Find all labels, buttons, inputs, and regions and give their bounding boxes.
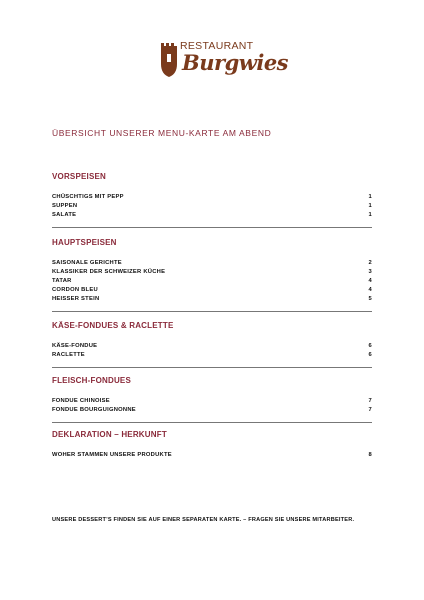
divider [52,311,372,312]
section-hauptspeisen [52,238,372,312]
list-item: TATAR 4 [52,277,372,284]
section-heading: KÄSE-FONDUES & RACLETTE [52,321,174,330]
section-heading: FLEISCH-FONDUES [52,376,131,385]
logo-restaurant-word: RESTAURANT [180,40,254,52]
section-kaese-fondues [52,321,372,368]
list-item: WOHER STAMMEN UNSERE PRODUKTE 8 [52,451,372,458]
section-deklaration [52,430,372,459]
divider [52,227,372,228]
list-item: HEISSER STEIN 5 [52,295,372,302]
section-heading: VORSPEISEN [52,172,107,181]
section-heading: HAUPTSPEISEN [52,238,117,247]
list-item: FONDUE BOURGUIGNONNE 7 [52,406,372,413]
list-item: RACLETTE 6 [52,351,372,358]
list-item: KLASSIKER DER SCHWEIZER KÜCHE 3 [52,268,372,275]
restaurant-logo [160,38,289,82]
divider [52,367,372,368]
list-item: CHÜSCHTIGS MIT PEPP 1 [52,193,372,200]
page-title: ÜBERSICHT UNSERER MENU-KARTE AM ABEND [52,128,272,138]
section-fleisch-fondues [52,376,372,423]
section-vorspeisen [52,172,372,228]
logo-brand-name: Burgwies [182,50,289,75]
divider [52,422,372,423]
list-item: SALATE 1 [52,211,372,218]
list-item: KÄSE-FONDUE 6 [52,342,372,349]
list-item: SUPPEN 1 [52,202,372,209]
section-heading: DEKLARATION – HERKUNFT [52,430,167,439]
dessert-note: UNSERE DESSERT’S FINDEN SIE AUF EINER SEPARATEN KARTE. – FRAGEN SIE UNSERE MITARBEITER. [52,517,355,523]
castle-tower-icon [160,42,178,78]
list-item: CORDON BLEU 4 [52,286,372,293]
list-item: FONDUE CHINOISE 7 [52,397,372,404]
list-item: SAISONALE GERICHTE 2 [52,259,372,266]
